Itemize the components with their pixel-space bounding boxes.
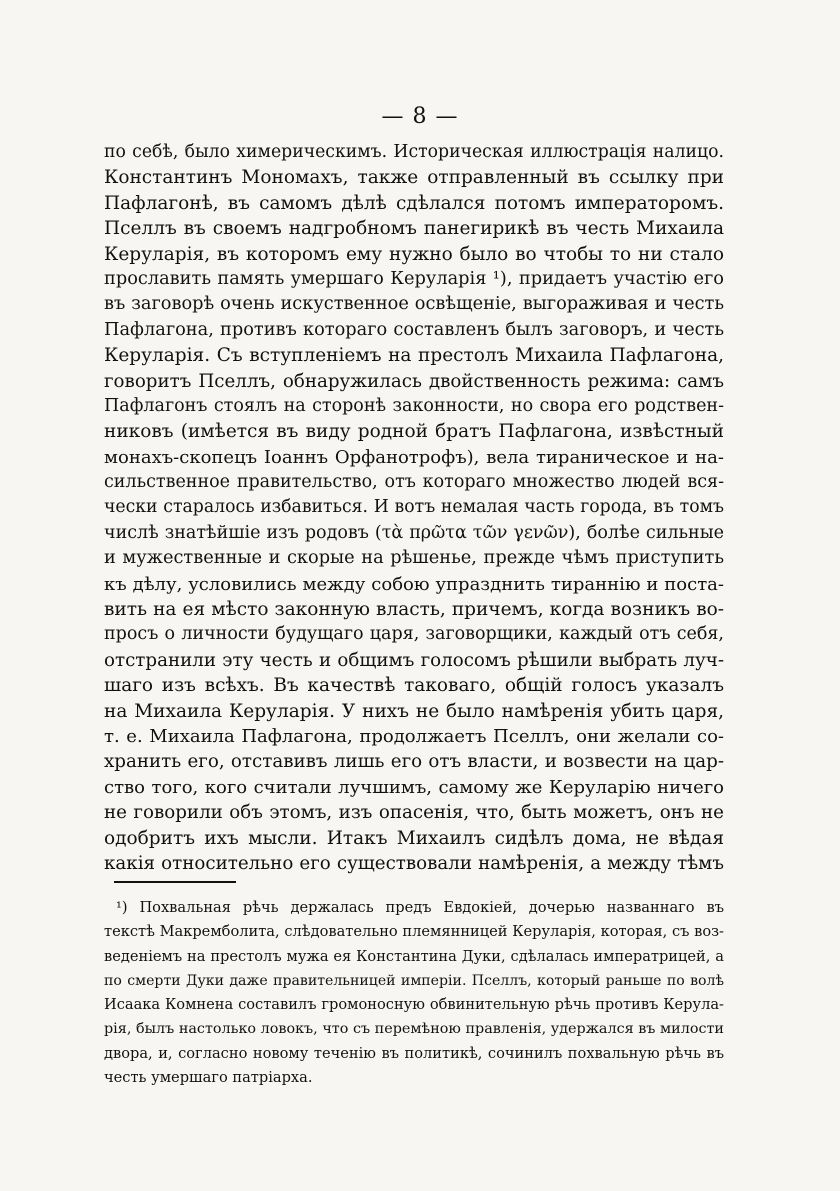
- text-line: сильственное правительство, отъ котораго множество людей вся-: [104, 472, 724, 493]
- text-line: монахъ-скопецъ Іоаннъ Орфанотрофъ), вела тираническое и на-: [104, 446, 724, 468]
- text-line: говоритъ Пселлъ, обнаружилась двойственность режима: самъ: [104, 370, 724, 392]
- text-line: какія относительно его существовали намѣренія, а между тѣмъ: [104, 852, 724, 874]
- text-line: и мужественные и скорые на рѣшенье, прежде чѣмъ приступить: [104, 548, 724, 569]
- text-line: Пафлагонъ стоялъ на сторонѣ законности, но свора его родствен-: [104, 395, 724, 416]
- text-line: Керуларія. Съ вступленіемъ на престолъ Михаила Пафлагона,: [104, 345, 724, 367]
- footnote-line: по смерти Дуки даже правительницей имперіи. Пселлъ, который раньше по волѣ: [104, 972, 724, 989]
- text-line: къ дѣлу, условились между собою упразднить тираннію и поста-: [104, 573, 724, 595]
- text-line: отстранили эту честь и общимъ голосомъ рѣшили выбрать луч-: [104, 649, 724, 671]
- text-line: не говорили объ этомъ, изъ опасенія, что, быть можетъ, онъ не: [104, 802, 724, 824]
- text-line: на Михаила Керуларія. У нихъ не было намѣренія убить царя,: [104, 700, 724, 722]
- text-line: въ заговорѣ очень искуственное освѣщеніе, выгораживая и честь: [104, 294, 724, 315]
- footnote-line: веденіемъ на престолъ мужа ея Константина Дуки, сдѣлалась императрицей, а: [104, 947, 724, 965]
- text-line: ство того, кого считали лучшимъ, самому же Керуларію ничего: [104, 776, 724, 798]
- text-line: одобритъ ихъ мысли. Итакъ Михаилъ сидѣлъ дома, не вѣдая: [104, 827, 724, 849]
- text-line: шаго изъ всѣхъ. Въ качествѣ таковаго, общій голосъ указалъ: [104, 675, 724, 697]
- text-line: Константинъ Мономахъ, также отправленный въ ссылку при: [104, 167, 724, 189]
- text-line: никовъ (имѣется въ виду родной братъ Пафлагона, извѣстный: [104, 421, 724, 443]
- text-line: т. е. Михаила Пафлагона, продолжаетъ Пселлъ, они желали со-: [104, 725, 724, 747]
- text-line: просъ о личности будущаго царя, заговорщики, каждый отъ себя,: [104, 624, 724, 645]
- text-line: чески старалось избавиться. И вотъ немалая часть города, въ томъ: [104, 497, 724, 518]
- text-line: Пселлъ въ своемъ надгробномъ панегирикѣ въ честь Михаила: [104, 218, 724, 240]
- footnote-divider: [114, 881, 236, 883]
- footnote-line: Исаака Комнена составилъ громоносную обвинительную рѣчь противъ Керула-: [104, 996, 724, 1014]
- footnote: [104, 896, 724, 1090]
- footnote-line: ¹) Похвальная рѣчь держалась предъ Евдокіей, дочерью названнаго въ: [116, 899, 724, 916]
- text-line: Керуларія, въ которомъ ему нужно было во чтобы то ни стало: [104, 243, 724, 265]
- main-text: [104, 140, 724, 876]
- text-line: по себѣ, было химерическимъ. Историческая иллюстрація налицо.: [104, 142, 724, 162]
- footnote-line: двора, и, согласно новому теченію въ политикѣ, сочинилъ похвальную рѣчь въ: [104, 1044, 724, 1062]
- text-line: Пафлагонѣ, въ самомъ дѣлѣ сдѣлался потомъ императоромъ.: [104, 192, 724, 214]
- text-line: числѣ знатѣйшіе изъ родовъ (τὰ πρῶτα τῶν γενῶν), болѣе сильные: [104, 522, 724, 543]
- text-line: Пафлагона, противъ котораго составленъ былъ заговоръ, и честь: [104, 319, 724, 340]
- footnote-line: текстѣ Макремболита, слѣдовательно племянницей Керуларія, которая, съ воз-: [104, 923, 724, 941]
- text-line: хранить его, отставивъ лишь его отъ власти, и возвести на цар-: [104, 751, 724, 773]
- footnote-line: рія, былъ настолько ловокъ, что съ перемѣною правленія, удержался въ милости: [104, 1021, 724, 1038]
- page-number: — 8 —: [381, 104, 459, 129]
- text-line: прославить память умершаго Керуларія ¹), придаетъ участію его: [104, 268, 724, 289]
- footnote-line: честь умершаго патріарха.: [104, 1069, 313, 1087]
- text-line: вить на ея мѣсто законную власть, причемъ, когда возникъ во-: [104, 599, 724, 621]
